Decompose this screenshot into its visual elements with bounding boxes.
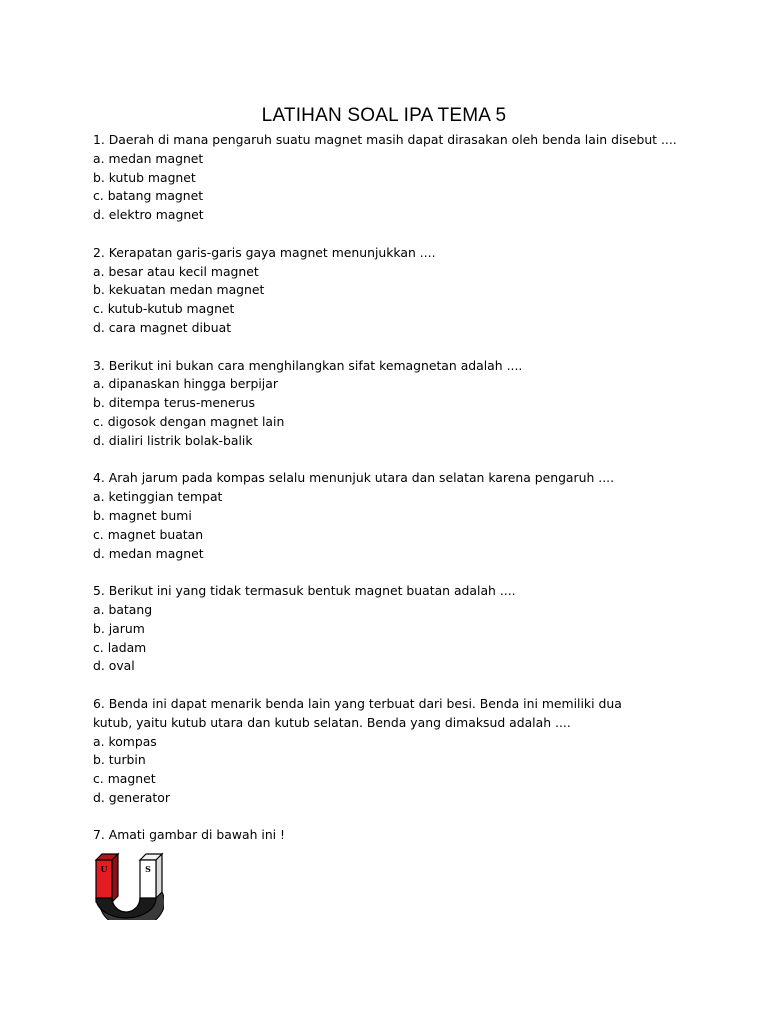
question-text: 7. Amati gambar di bawah ini !	[93, 827, 286, 843]
option-a: a. ketinggian tempat	[93, 489, 223, 505]
question-list	[93, 131, 693, 864]
question-text: 6. Benda ini dapat menarik benda lain yang terbuat dari besi. Benda ini memiliki dua kutub, yaitu kutub utara dan kutub selatan. Benda yang dimaksud adalah ....	[93, 695, 622, 730]
option-d: d. oval	[93, 658, 135, 674]
option-c: c. ladam	[93, 639, 147, 655]
option-c: c. magnet buatan	[93, 526, 204, 542]
magnet-left-arm	[96, 854, 118, 902]
south-pole-label: S	[145, 864, 151, 874]
question-7	[93, 826, 693, 845]
north-pole-label: U	[100, 864, 108, 874]
question-6	[93, 695, 693, 808]
option-b: b. ditempa terus-menerus	[93, 395, 255, 411]
option-b: b. kutub magnet	[93, 169, 196, 185]
question-2	[93, 244, 693, 338]
option-b: b. turbin	[93, 752, 146, 768]
option-d: d. generator	[93, 789, 170, 805]
option-b: b. kekuatan medan magnet	[93, 282, 265, 298]
horseshoe-magnet-figure	[94, 852, 164, 920]
question-text: 2. Kerapatan garis-garis gaya magnet menunjukkan ....	[93, 244, 436, 260]
question-text: 4. Arah jarum pada kompas selalu menunjuk utara dan selatan karena pengaruh ....	[93, 470, 615, 486]
option-c: c. batang magnet	[93, 188, 204, 204]
option-c: c. kutub-kutub magnet	[93, 301, 235, 317]
option-a: a. dipanaskan hingga berpijar	[93, 376, 278, 392]
question-text: 3. Berikut ini bukan cara menghilangkan sifat kemagnetan adalah ....	[93, 357, 523, 373]
question-5	[93, 582, 693, 676]
document-title: LATIHAN SOAL IPA TEMA 5	[261, 105, 507, 126]
option-c: c. magnet	[93, 771, 156, 787]
question-3	[93, 357, 693, 451]
option-b: b. magnet bumi	[93, 507, 192, 523]
option-a: a. medan magnet	[93, 150, 204, 166]
option-b: b. jarum	[93, 620, 145, 636]
option-a: a. batang	[93, 601, 153, 617]
option-a: a. besar atau kecil magnet	[93, 263, 259, 279]
option-c: c. digosok dengan magnet lain	[93, 413, 285, 429]
question-text: 1. Daerah di mana pengaruh suatu magnet masih dapat dirasakan oleh benda lain disebut ....	[93, 132, 677, 147]
option-d: d. dialiri listrik bolak-balik	[93, 432, 253, 448]
question-text: 5. Berikut ini yang tidak termasuk bentuk magnet buatan adalah ....	[93, 583, 516, 599]
option-a: a. kompas	[93, 733, 157, 749]
option-d: d. cara magnet dibuat	[93, 319, 232, 335]
option-d: d. elektro magnet	[93, 207, 204, 223]
option-d: d. medan magnet	[93, 545, 204, 561]
question-1	[93, 131, 693, 225]
question-4	[93, 469, 693, 563]
